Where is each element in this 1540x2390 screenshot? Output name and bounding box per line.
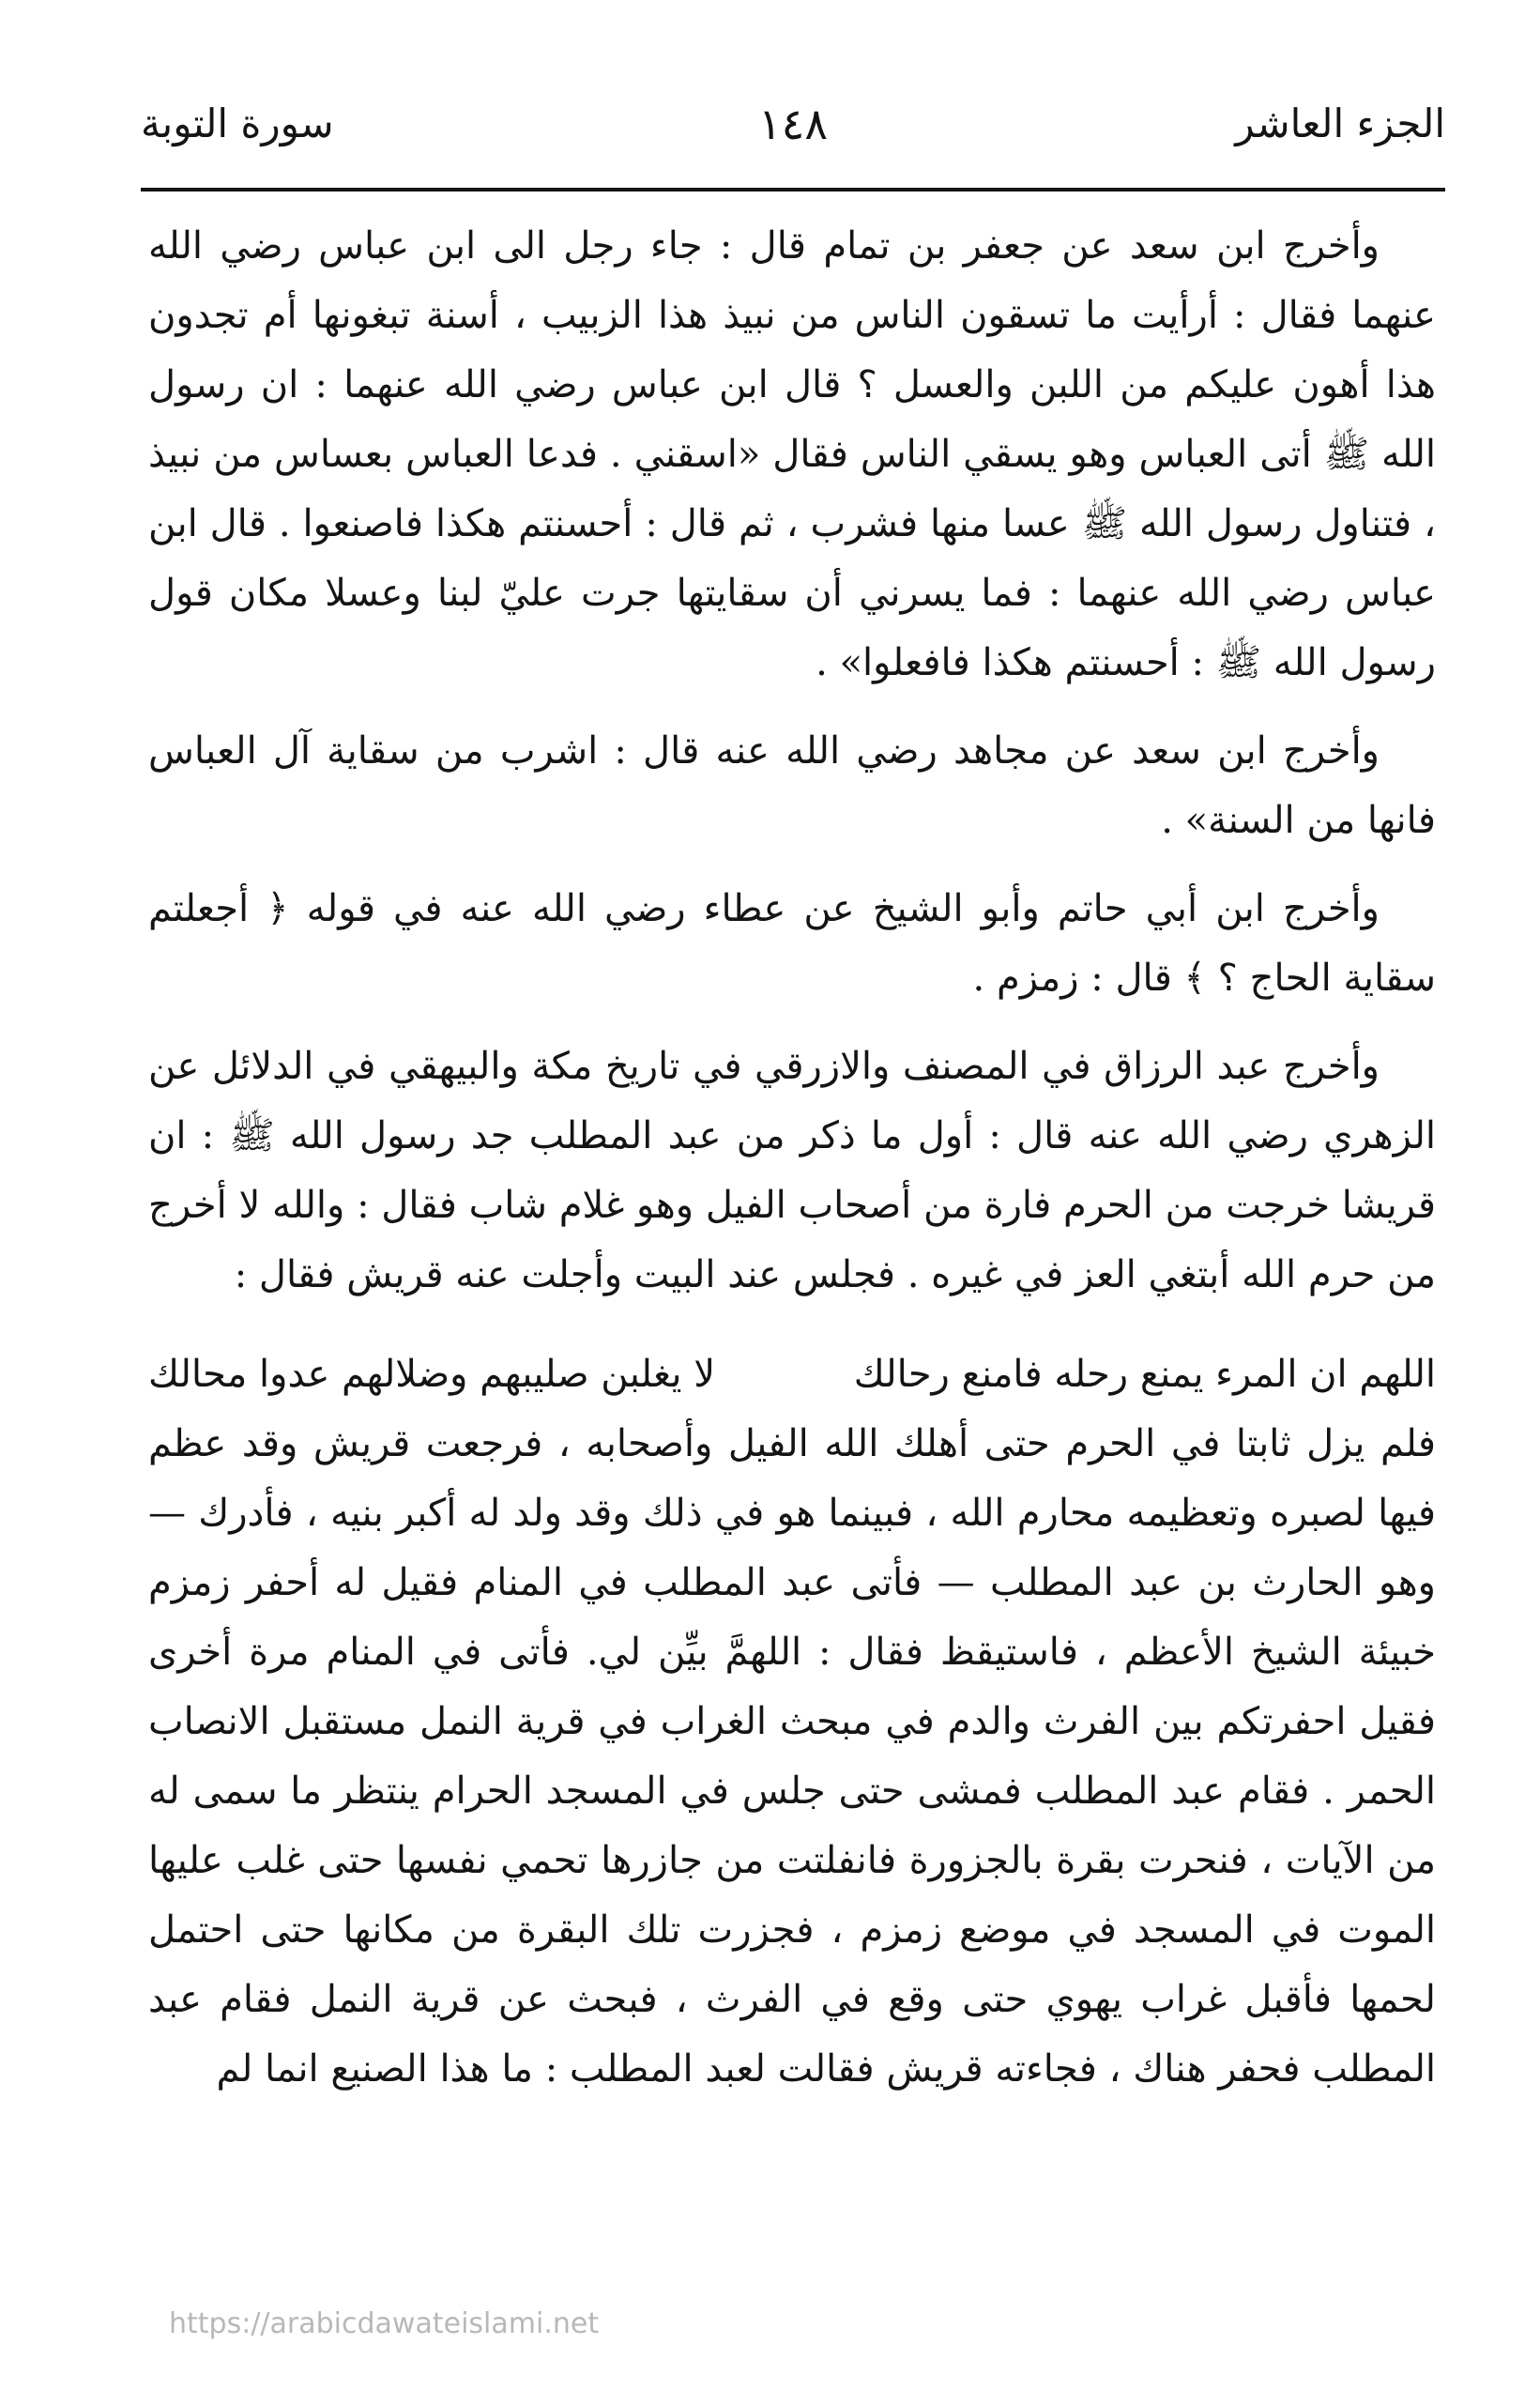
verse-left-hemistich: لا يغلبن صليبهم وضلالهم عدوا محالك <box>148 1353 716 1396</box>
paragraph-1: وأخرج ابن سعد عن جعفر بن تمام قال : جاء رجل الى ابن عباس رضي الله عنهما فقال : أرأيت ما تسقون الناس من نبيذ هذا الزبيب ، أسنة تبغونها أم تجدون هذا أهون عليكم من اللبن والعسل ؟ قال ابن عباس رضي الله عنهما : ان رسول الله ﷺ أتى العباس وهو يسقي الناس فقال «اسقني . فدعا العباس بعساس من نبيذ ، فتناول رسول الله ﷺ عسا منها فشرب ، ثم قال : أحسنتم هكذا فاصنعوا . قال ابن عباس رضي الله عنهما : فما يسرني أن سقايتها جرت عليّ لبنا وعسلا مكان قول رسول الله ﷺ : أحسنتم هكذا فافعلوا» . <box>148 224 1436 684</box>
watermark-url: https://arabicdawateislami.net <box>169 2307 600 2340</box>
paragraph-2: وأخرج ابن سعد عن مجاهد رضي الله عنه قال : اشرب من سقاية آل العباس فانها من السنة» . <box>148 729 1436 842</box>
running-header <box>141 86 1445 161</box>
page-body <box>148 211 1436 2104</box>
paragraph-4: وأخرج عبد الرزاق في المصنف والازرقي في تاريخ مكة والبيهقي في الدلائل عن الزهري رضي الله عنه قال : أول ما ذكر من عبد المطلب جد رسول الله ﷺ : ان قريشا خرجت من الحرم فارة من أصحاب الفيل وهو غلام شاب فقال : والله لا أخرج من حرم الله أبتغي العز في غيره . فجلس عند البيت وأجلت عنه قريش فقال : <box>148 1045 1437 1296</box>
poetry-verse <box>148 1340 1436 1409</box>
surah-title: سورة التوبة <box>141 100 334 146</box>
page-number: ١٤٨ <box>757 99 829 149</box>
header-divider <box>141 188 1445 192</box>
paragraph-3: وأخرج ابن أبي حاتم وأبو الشيخ عن عطاء رضي الله عنه في قوله ﴿ أجعلتم سقاية الحاج ؟ ﴾ قال : زمزم . <box>148 887 1436 1000</box>
paragraph-5: فلم يزل ثابتا في الحرم حتى أهلك الله الفيل وأصحابه ، فرجعت قريش وقد عظم فيها لصبره وتعظيمه محارم الله ، فبينما هو في ذلك وقد ولد له أكبر بنيه ، فأدرك — وهو الحارث بن عبد المطلب — فأتى عبد المطلب في المنام فقيل له أحفر زمزم خبيئة الشيخ الأعظم ، فاستيقظ فقال : اللهمَّ بيِّن لي. فأتى في المنام مرة أخرى فقيل احفرتكم بين الفرث والدم في مبحث الغراب في قرية النمل مستقبل الانصاب الحمر . فقام عبد المطلب فمشى حتى جلس في المسجد الحرام ينتظر ما سمى له من الآيات ، فنحرت بقرة بالجزورة فانفلتت من جازرها تحمي نفسها حتى غلب عليها الموت في المسجد في موضع زمزم ، فجزرت تلك البقرة من مكانها حتى احتمل لحمها فأقبل غراب يهوي حتى وقع في الفرث ، فبحث عن قرية النمل فقام عبد المطلب فحفر هناك ، فجاءته قريش فقالت لعبد المطلب : ما هذا الصنيع انما لم <box>148 1422 1436 2091</box>
volume-title: الجزء العاشر <box>1235 100 1445 146</box>
verse-right-hemistich: اللهم ان المرء يمنع رحله فامنع رحالك <box>853 1353 1436 1396</box>
